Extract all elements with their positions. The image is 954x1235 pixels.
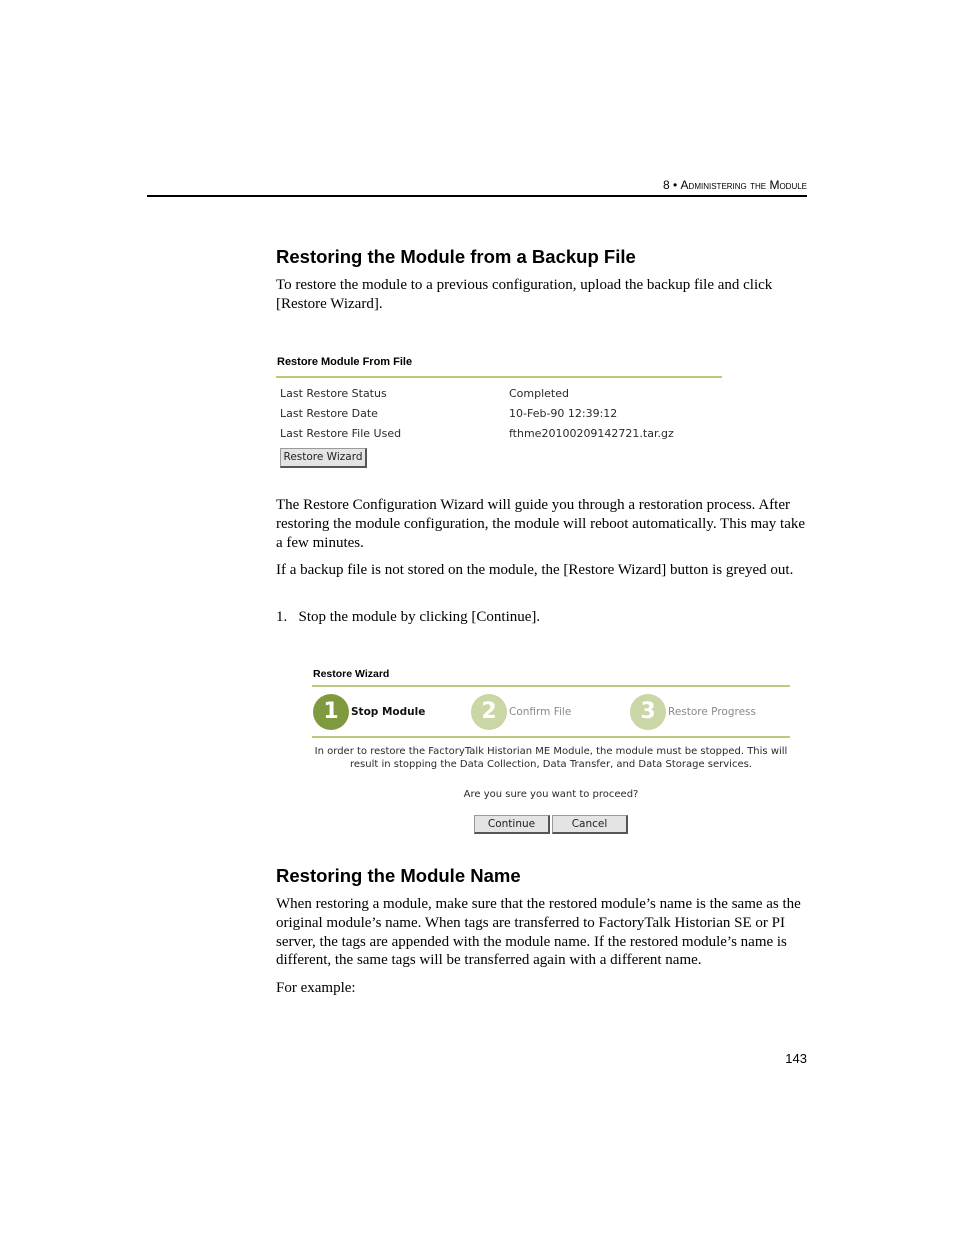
intro-paragraph: To restore the module to a previous configuration, upload the backup file and click [Restore Wizard]. bbox=[276, 277, 773, 312]
wizard-message-line-1: In order to restore the FactoryTalk Historian ME Module, the module must be stopped. This will bbox=[314, 746, 788, 757]
last-restore-file-value: fthme20100209142721.tar.gz bbox=[509, 427, 674, 440]
step-1-number: 1. bbox=[276, 609, 288, 625]
restore-panel-divider bbox=[276, 376, 722, 378]
wizard-description-paragraph: The Restore Configuration Wizard will guide you through a restoration process. After restoring the module configuration, the module will reboot automatically. This may take a few minutes. bbox=[276, 497, 806, 551]
last-restore-file-label: Last Restore File Used bbox=[280, 427, 402, 440]
page-number: 143 bbox=[785, 1051, 807, 1066]
module-name-paragraph: When restoring a module, make sure that the restored module’s name is the same as the original module’s name. When tags are transferred to FactoryTalk Historian SE or PI server, the tags are appended with the module name. If the restored module’s name is different, the same tags will be transferred again with a different name. bbox=[276, 896, 801, 969]
step-1-label: Stop Module bbox=[351, 706, 426, 718]
restore-wizard-button[interactable]: Restore Wizard bbox=[280, 448, 367, 468]
greyed-out-note-paragraph: If a backup file is not stored on the module, the [Restore Wizard] button is greyed out. bbox=[276, 562, 794, 578]
restore-panel-title: Restore Module From File bbox=[277, 356, 413, 368]
last-restore-date-value: 10-Feb-90 12:39:12 bbox=[509, 407, 618, 420]
section-heading-restore-backup: Restoring the Module from a Backup File bbox=[276, 246, 636, 267]
step-1-instruction bbox=[276, 608, 811, 627]
step-1-circle: 1 bbox=[313, 694, 349, 730]
wizard-proceed-question: Are you sure you want to proceed? bbox=[463, 789, 639, 800]
running-header bbox=[560, 178, 807, 192]
step-3-label: Restore Progress bbox=[668, 706, 756, 718]
section-heading-module-name: Restoring the Module Name bbox=[276, 865, 521, 886]
header-rule bbox=[147, 195, 807, 197]
wizard-top-divider bbox=[312, 685, 790, 687]
last-restore-status-label: Last Restore Status bbox=[280, 387, 387, 400]
chapter-title: Administering the Module bbox=[680, 178, 807, 192]
wizard-steps-divider bbox=[312, 736, 790, 738]
step-3-circle: 3 bbox=[630, 694, 666, 730]
step-1-text: Stop the module by clicking [Continue]. bbox=[298, 609, 541, 625]
cancel-button[interactable]: Cancel bbox=[552, 815, 628, 834]
wizard-message-line-2: result in stopping the Data Collection, Data Transfer, and Data Storage services. bbox=[349, 759, 752, 770]
continue-button[interactable]: Continue bbox=[474, 815, 550, 834]
step-2-circle: 2 bbox=[471, 694, 507, 730]
wizard-panel-title: Restore Wizard bbox=[313, 668, 390, 680]
for-example-text: For example: bbox=[276, 980, 356, 996]
last-restore-date-label: Last Restore Date bbox=[280, 407, 378, 420]
chapter-prefix: 8 • bbox=[663, 178, 681, 192]
step-2-label: Confirm File bbox=[509, 706, 572, 718]
last-restore-status-value: Completed bbox=[509, 387, 569, 400]
